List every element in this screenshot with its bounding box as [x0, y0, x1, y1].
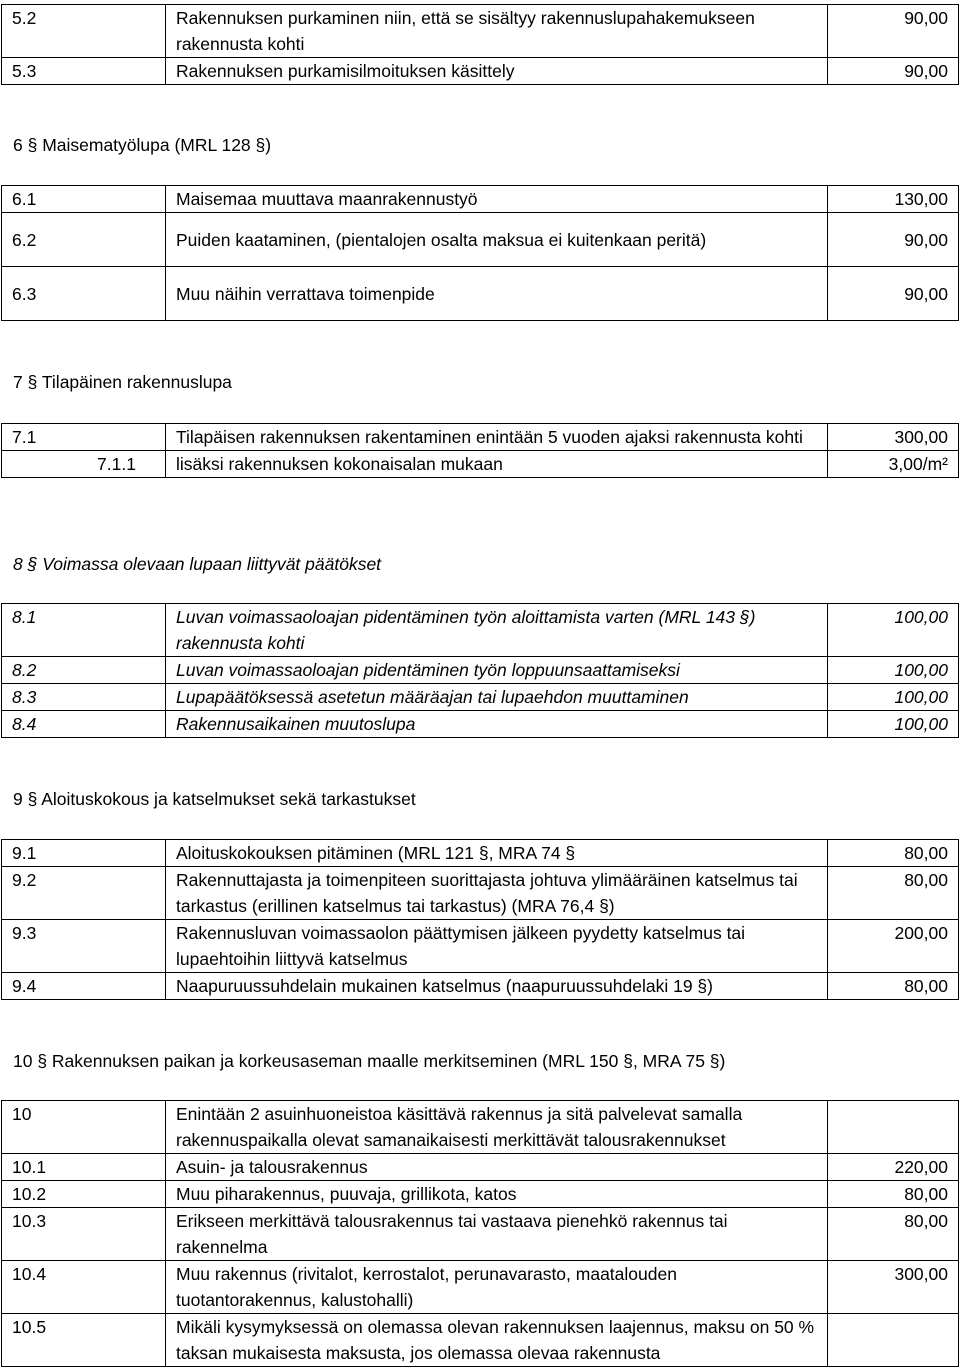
- table-row: [2, 604, 959, 657]
- row-description: Luvan voimassaoloajan pidentäminen työn loppuunsaattamiseksi: [166, 657, 828, 684]
- row-description: Muu rakennus (rivitalot, kerrostalot, perunavarasto, maatalouden tuotantorakennus, kalustohalli): [166, 1261, 828, 1314]
- row-description: Rakennusluvan voimassaolon päättymisen jälkeen pyydetty katselmus tai lupaehtoihin liittyvä katselmus: [166, 920, 828, 973]
- row-amount: 100,00: [828, 604, 959, 657]
- table-row: [2, 1314, 959, 1367]
- table-row: [2, 711, 959, 738]
- table-row: [2, 684, 959, 711]
- row-description: Erikseen merkittävä talousrakennus tai vastaava pienehkö rakennus tai rakennelma: [166, 1208, 828, 1261]
- row-amount: 300,00: [828, 1261, 959, 1314]
- row-amount: [828, 1101, 959, 1154]
- row-number: 10.3: [2, 1208, 166, 1261]
- table-row: [2, 1261, 959, 1314]
- row-amount: 80,00: [828, 973, 959, 1000]
- table-row: [2, 1101, 959, 1154]
- row-number: 6.3: [2, 267, 166, 321]
- table-row: [2, 186, 959, 213]
- row-description: Rakennuttajasta ja toimenpiteen suorittajasta johtuva ylimääräinen katselmus tai tarkastus (erillinen katselmus tai tarkastus) (MRA 76,4 §): [166, 867, 828, 920]
- row-number: 10: [2, 1101, 166, 1154]
- row-amount: 80,00: [828, 840, 959, 867]
- table-row: [2, 1181, 959, 1208]
- table-row: [2, 451, 959, 478]
- section-title-6: 6 § Maisematyölupa (MRL 128 §): [13, 135, 272, 155]
- row-number: 10.1: [2, 1154, 166, 1181]
- row-description: lisäksi rakennuksen kokonaisalan mukaan: [166, 451, 828, 478]
- row-amount: 90,00: [828, 5, 959, 58]
- row-description: Rakennuksen purkamisilmoituksen käsittely: [166, 58, 828, 85]
- row-description: Muu näihin verrattava toimenpide: [166, 267, 828, 321]
- row-amount: 300,00: [828, 424, 959, 451]
- row-amount: 100,00: [828, 657, 959, 684]
- row-description: Puiden kaataminen, (pientalojen osalta maksua ei kuitenkaan peritä): [166, 213, 828, 267]
- row-description: Mikäli kysymyksessä on olemassa olevan rakennuksen laajennus, maksu on 50 % taksan mukaisesta maksusta, jos olemassa olevaa rakennusta: [166, 1314, 828, 1367]
- row-amount: 3,00/m²: [828, 451, 959, 478]
- fee-table-6: [1, 185, 959, 321]
- section-title-9: 9 § Aloituskokous ja katselmukset sekä tarkastukset: [13, 789, 416, 809]
- row-amount: 220,00: [828, 1154, 959, 1181]
- row-amount: 90,00: [828, 58, 959, 85]
- table-row: [2, 920, 959, 973]
- row-description: Aloituskokouksen pitäminen (MRL 121 §, MRA 74 §: [166, 840, 828, 867]
- row-number: 8.4: [2, 711, 166, 738]
- table-row: [2, 867, 959, 920]
- row-number: 8.1: [2, 604, 166, 657]
- row-amount: 130,00: [828, 186, 959, 213]
- section-title-8: 8 § Voimassa olevaan lupaan liittyvät päätökset: [13, 554, 382, 574]
- fee-table-9: [1, 839, 959, 1000]
- row-amount: 90,00: [828, 213, 959, 267]
- fee-table-8: [1, 603, 959, 738]
- row-number: 8.3: [2, 684, 166, 711]
- row-number: 9.1: [2, 840, 166, 867]
- row-number: 10.5: [2, 1314, 166, 1367]
- row-description: Luvan voimassaoloajan pidentäminen työn aloittamista varten (MRL 143 §) rakennusta kohti: [166, 604, 828, 657]
- row-description: Asuin- ja talousrakennus: [166, 1154, 828, 1181]
- row-description: Maisemaa muuttava maanrakennustyö: [166, 186, 828, 213]
- row-amount: 80,00: [828, 1208, 959, 1261]
- fee-table-10: [1, 1100, 959, 1367]
- row-number: 5.3: [2, 58, 166, 85]
- row-amount: 90,00: [828, 267, 959, 321]
- row-number: 10.2: [2, 1181, 166, 1208]
- row-number: 5.2: [2, 5, 166, 58]
- row-number: 10.4: [2, 1261, 166, 1314]
- row-description: Rakennuksen purkaminen niin, että se sisältyy rakennuslupahakemukseen rakennusta kohti: [166, 5, 828, 58]
- row-number: 9.3: [2, 920, 166, 973]
- row-description: Tilapäisen rakennuksen rakentaminen enintään 5 vuoden ajaksi rakennusta kohti: [166, 424, 828, 451]
- row-amount: 100,00: [828, 684, 959, 711]
- row-description: Rakennusaikainen muutoslupa: [166, 711, 828, 738]
- table-row: [2, 5, 959, 58]
- row-number: 9.4: [2, 973, 166, 1000]
- row-description: Naapuruussuhdelain mukainen katselmus (naapuruussuhdelaki 19 §): [166, 973, 828, 1000]
- section-title-10: 10 § Rakennuksen paikan ja korkeusaseman maalle merkitseminen (MRL 150 §, MRA 75 §): [13, 1051, 726, 1071]
- row-description: Muu piharakennus, puuvaja, grillikota, katos: [166, 1181, 828, 1208]
- table-row: [2, 840, 959, 867]
- fee-table-7: [1, 423, 959, 478]
- row-amount: 80,00: [828, 867, 959, 920]
- row-description: Lupapäätöksessä asetetun määräajan tai lupaehdon muuttaminen: [166, 684, 828, 711]
- row-number: 7.1: [2, 424, 166, 451]
- table-row: [2, 267, 959, 321]
- fee-table-5: [1, 4, 959, 85]
- section-title-7: 7 § Tilapäinen rakennuslupa: [13, 372, 232, 392]
- table-row: [2, 973, 959, 1000]
- row-amount: 100,00: [828, 711, 959, 738]
- table-row: [2, 657, 959, 684]
- row-number: 8.2: [2, 657, 166, 684]
- table-row: [2, 58, 959, 85]
- row-number: 6.1: [2, 186, 166, 213]
- row-number: 7.1.1: [2, 451, 166, 478]
- row-amount: [828, 1314, 959, 1367]
- table-row: [2, 213, 959, 267]
- row-number: 6.2: [2, 213, 166, 267]
- row-amount: 200,00: [828, 920, 959, 973]
- table-row: [2, 1154, 959, 1181]
- row-description: Enintään 2 asuinhuoneistoa käsittävä rakennus ja sitä palvelevat samalla rakennuspaikalla olevat samanaikaisesti merkittävät talousrakennukset: [166, 1101, 828, 1154]
- row-number: 9.2: [2, 867, 166, 920]
- table-row: [2, 1208, 959, 1261]
- row-amount: 80,00: [828, 1181, 959, 1208]
- table-row: [2, 424, 959, 451]
